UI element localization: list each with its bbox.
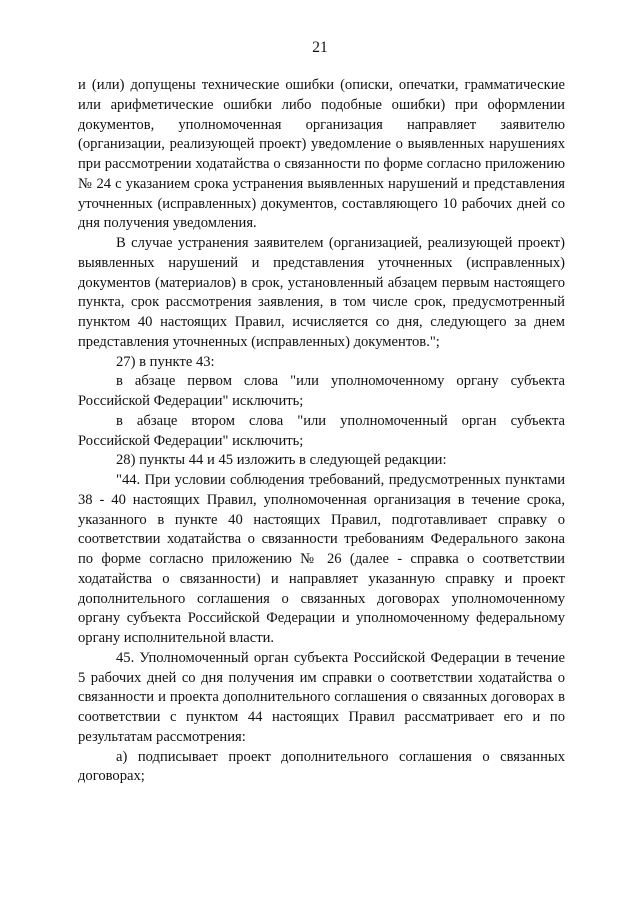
paragraph: 27) в пункте 43:	[116, 353, 215, 370]
paragraph: в абзаце первом слова "или уполномоченному органу субъекта Российской Федерации" исключить;	[78, 373, 565, 409]
document-body	[78, 76, 565, 787]
paragraph: 45. Уполномоченный орган субъекта Российской Федерации в течение 5 рабочих дней со дня получения им справки о соответствии ходатайства о связанности и проекта дополнительного соглашения о связанных договорах в соответствии с пунктом 44 настоящих Правил рассматривает его и по результатам рассмотрения:	[78, 649, 565, 745]
paragraph: в абзаце втором слова "или уполномоченный орган субъекта Российской Федерации" исключить;	[78, 412, 565, 449]
paragraph: 28) пункты 44 и 45 изложить в следующей редакции:	[116, 452, 447, 469]
paragraph: "44. При условии соблюдения требований, предусмотренных пунктами 38 - 40 настоящих Правил, уполномоченная организация в течение срока, указанного в пункте 40 настоящих Правил, подготавливает справку о соответствии ходатайства о связанности требованиям Федерального закона по форме согласно приложению № 26 (далее - справка о соответствии ходатайства о связанности) и направляет указанную справку и проект дополнительного соглашения о связанных договорах уполномоченному органу субъекта Российской Федерации и уполномоченному федеральному органу исполнительной власти.	[78, 472, 565, 646]
paragraph: а) подписывает проект дополнительного соглашения о связанных договорах;	[78, 748, 565, 785]
paragraph: В случае устранения заявителем (организацией, реализующей проект) выявленных нарушений и представления уточненных (исправленных) документов (материалов) в срок, установленный абзацем первым настоящего пункта, срок рассмотрения заявления, в том числе срок, предусмотренный пунктом 40 настоящих Правил, исчисляется со дня, следующего за днем представления уточненных (исправленных) документов.";	[78, 235, 565, 350]
paragraph: и (или) допущены технические ошибки (описки, опечатки, грамматические или арифметические ошибки либо подобные ошибки) при оформлении документов, уполномоченная организация направляет заявителю (организации, реализующей проект) уведомление о выявленных нарушениях при рассмотрении ходатайства о связанности по форме согласно приложению № 24 с указанием срока устранения выявленных нарушений и представления уточненных (исправленных) документов, составляющего 10 рабочих дней со дня получения уведомления.	[78, 77, 565, 232]
page-number: 21	[312, 39, 328, 56]
